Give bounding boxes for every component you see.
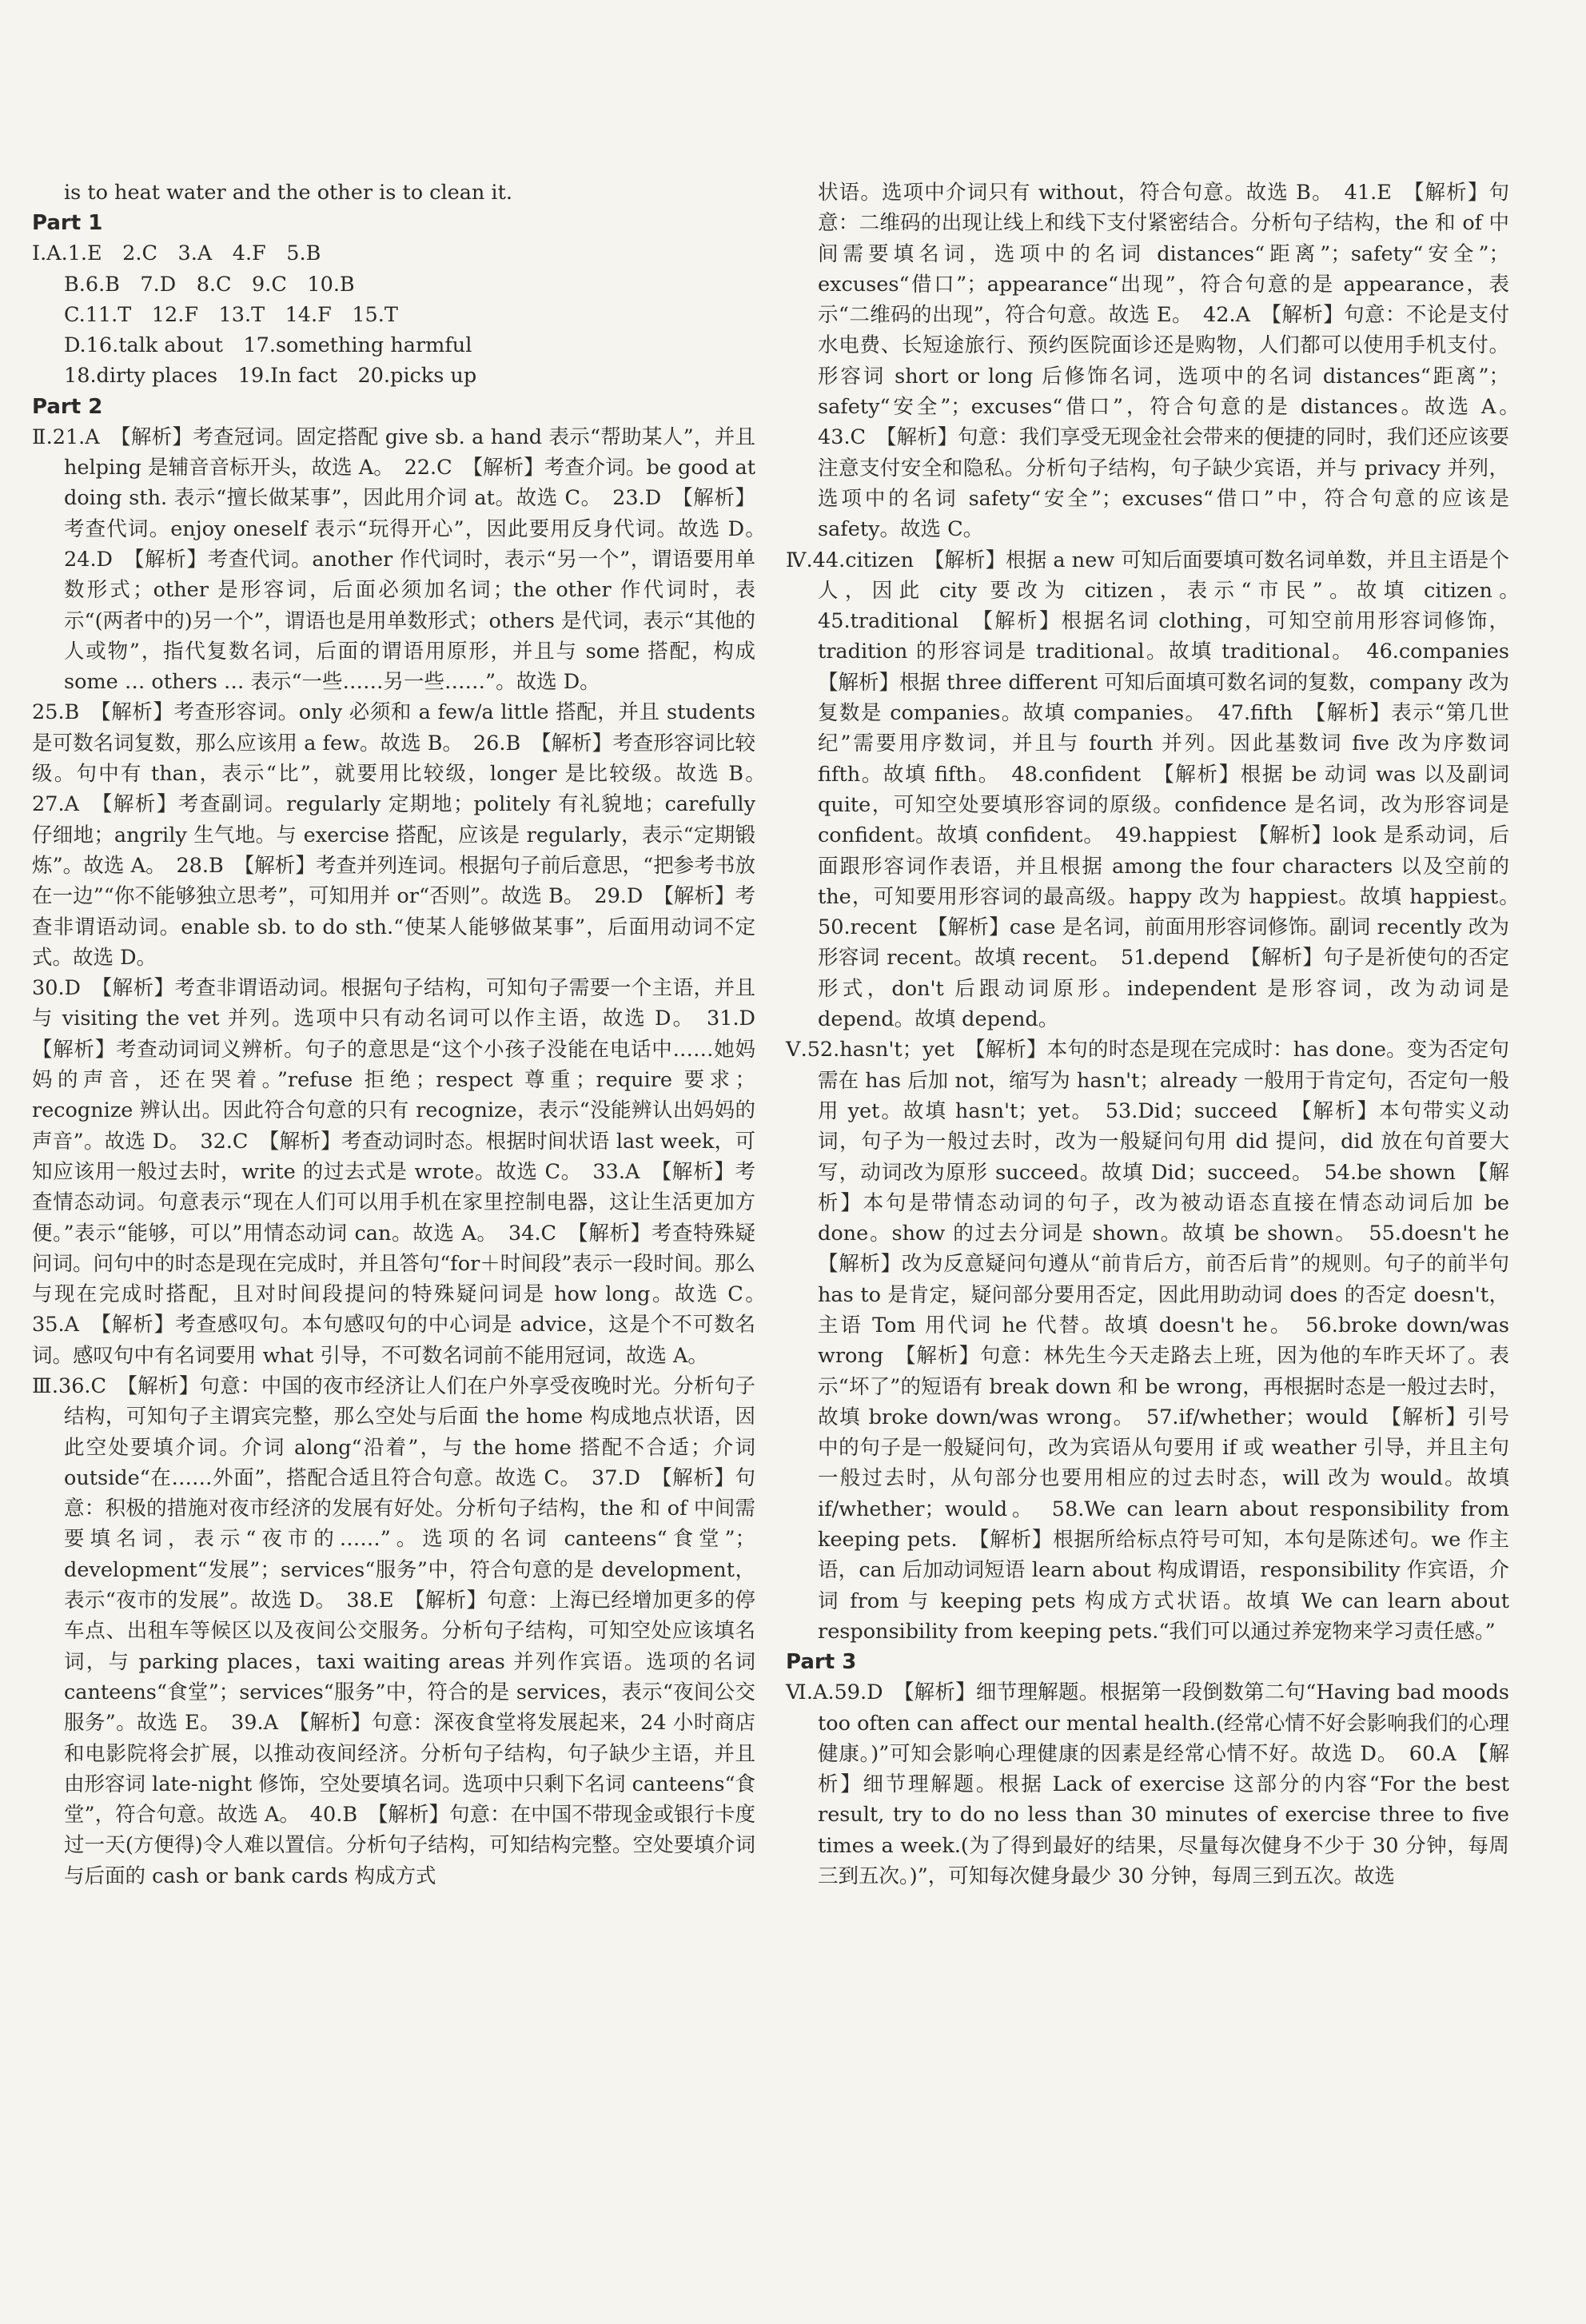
answer-paragraph: Ⅱ.21.A 【解析】考查冠词。固定搭配 give sb. a hand 表示“帮助某人”，并且 helping 是辅音音标开头，故选 A。 22.C 【解析】考查介词。be good at doing sth. 表示“擅长做某事”，因此用介词 at。故选 C。 23.D 【解析】考查代词。enjoy oneself 表示“玩得开心”，因此要用反身代词。故选 D。 24.D 【解析】考查代词。another 作代词时，表示“另一个”，谓语要用单数形式；other 是形容词，后面必须加名词；the other 作代词时，表示“(两者中的)另一个”，谓语也是用单数形式；others 是代词，表示“其他的人或物”，指代复数名词，后面的谓语用原形，并且与 some 搭配，构成 some … others … 表示“一些……另一些……”。故选 D。 [32,425,776,695]
answer-paragraph: 状语。选项中介词只有 without，符合句意。故选 B。 41.E 【解析】句意：二维码的出现让线上和线下支付紧密结合。分析句子结构，the 和 of 中间需要填名词，选项中的名词 distances“距离”；safety“安全”；excuses“借口”；appearance“出现”，符合句意的是 appearance，表示“二维码的出现”，符合句意。故选 E。 42.A 【解析】句意：不论是支付水电费、长短途旅行、预约医院面诊还是购物，人们都可以使用手机支付。形容词 short or long 后修饰名词，选项中的名词 distances“距离”；safety“安全”；excuses“借口”，符合句意的是 distances。故选 A。 43.C 【解析】句意：我们享受无现金社会带来的便捷的同时，我们还应该要注意支付安全和隐私。分析句子结构，句子缺少宾语，并与 privacy 并列，选项中的名词 safety“安全”；excuses“借口”中，符合句意的应该是 safety。故选 C。 [818,181,1530,542]
left-column [32,177,776,1891]
answer-paragraph: 25.B 【解析】考查形容词。only 必须和 a few/a little 搭配，并且 students 是可数名词复数，那么应该用 a few。故选 B。 26.B 【解析】考查形容词比较级。句中有 than，表示“比”，就要用比较级，longer 是比较级。故选 B。 27.A 【解析】考查副词。regularly 定期地；politely 有礼貌地；carefully 仔细地；angrily 生气地。与 exercise 搭配，应该是 regularly，表示“定期锻炼”。故选 A。 28.B 【解析】考查并列连词。根据句子前后意思，“把参考书放在一边”“你不能够独立思考”，可知用并 or“否则”。故选 B。 29.D 【解析】考查非谓语动词。enable sb. to do sth.“使某人能够做某事”，后面用动词不定式。故选 D。 [32,700,776,970]
right-column [786,177,1530,1891]
answer-paragraph: Ⅰ.A.1.E 2.C 3.A 4.F 5.B [32,241,321,266]
part-heading: Part 1 [32,211,103,236]
answer-paragraph: D.16.talk about 17.something harmful [64,333,472,358]
answer-paragraph: 30.D 【解析】考查非谓语动词。根据句子结构，可知句子需要一个主语，并且与 visiting the vet 并列。选项中只有动名词可以作主语，故选 D。 31.D 【解析】考查动词词义辨析。句子的意思是“这个小孩子没能在电话中……她妈妈的声音，还在哭着。”refuse 拒绝；respect 尊重；require 要求；recognize 辨认出。因此符合句意的只有 recognize，表示“没能辨认出妈妈的声音”。故选 D。 32.C 【解析】考查动词时态。根据时间状语 last week，可知应该用一般过去时，write 的过去式是 wrote。故选 C。 33.A 【解析】考查情态动词。句意表示“现在人们可以用手机在家里控制电器，这让生活更加方便。”表示“能够，可以”用情态动词 can。故选 A。 34.C 【解析】考查特殊疑问词。问句中的时态是现在完成时，并且答句“for＋时间段”表示一段时间。那么与现在完成时搭配，且对时间段提问的特殊疑问词是 how long。故选 C。 35.A 【解析】考查感叹句。本句感叹句的中心词是 advice，这是个不可数名词。感叹句中有名词要用 what 引导，不可数名词前不能用冠词，故选 A。 [32,976,776,1368]
answer-paragraph: Ⅵ.A.59.D 【解析】细节理解题。根据第一段倒数第二句“Having bad moods too often can affect our mental health.(经常心情不好会影响我们的心理健康。)”可知会影响心理健康的因素是经常心情不好。故选 D。 60.A 【解析】细节理解题。根据 Lack of exercise 这部分的内容“For the best result, try to do no less than 30 minutes of exercise three to five times a week.(为了得到最好的结果，尽量每次健身不少于 30 分钟，每周三到五次。)”，可知每次健身最少 30 分钟，每周三到五次。故选 [786,1680,1509,1889]
answer-paragraph: is to heat water and the other is to clean it. [64,181,512,205]
answer-paragraph: Ⅲ.36.C 【解析】句意：中国的夜市经济让人们在户外享受夜晚时光。分析句子结构，可知句子主谓宾完整，那么空处与后面 the home 构成地点状语，因此空处要填介词。介词 along“沿着”，与 the home 搭配不合适；介词 outside“在……外面”，搭配合适且符合句意。故选 C。 37.D 【解析】句意：积极的措施对夜市经济的发展有好处。分析句子结构，the 和 of 中间需要填名词，表示“夜市的……”。选项的名词 canteens“食堂”；development“发展”；services“服务”中，符合句意的是 development，表示“夜市的发展”。故选 D。 38.E 【解析】句意：上海已经增加更多的停车点、出租车等候区以及夜间公交服务。分析句子结构，可知空处应该填名词，与 parking places，taxi waiting areas 并列作宾语。选项的名词 canteens“食堂”；services“服务”中，符合的是 services，表示“夜间公交服务”。故选 E。 39.A 【解析】句意：深夜食堂将发展起来，24 小时商店和电影院将会扩展，以推动夜间经济。分析句子结构，句子缺少主语，并且由形容词 late-night 修饰，空处要填名词。选项中只剩下名词 canteens“食堂”，符合句意。故选 A。 40.B 【解析】句意：在中国不带现金或银行卡度过一天(方便得)令人难以置信。分析句子结构，可知结构完整。空处要填介词与后面的 cash or bank cards 构成方式 [32,1373,755,1888]
part-heading: Part 3 [786,1650,857,1675]
answer-paragraph: C.11.T 12.F 13.T 14.F 15.T [64,302,398,327]
answer-paragraph: B.6.B 7.D 8.C 9.C 10.B [64,272,355,297]
answer-paragraph: 18.dirty places 19.In fact 20.picks up [64,364,477,389]
answer-paragraph: Ⅴ.52.hasn't；yet 【解析】本句的时态是现在完成时：has done。变为否定句需在 has 后加 not，缩写为 hasn't；already 一般用于肯定句，否定句一般用 yet。故填 hasn't；yet。 53.Did；succeed 【解析】本句带实义动词，句子为一般过去时，改为一般疑问句用 did 提问，did 放在句首要大写，动词改为原形 succeed。故填 Did；succeed。 54.be shown 【解析】本句是带情态动词的句子，改为被动语态直接在情态动词后加 be done。show 的过去分词是 shown。故填 be shown。 55.doesn't he 【解析】改为反意疑问句遵从“前肯后方，前否后肯”的规则。句子的前半句 has to 是肯定，疑问部分要用否定，因此用助动词 does 的否定 doesn't，主语 Tom 用代词 he 代替。故填 doesn't he。 56.broke down/was wrong 【解析】句意：林先生今天走路去上班，因为他的车昨天坏了。表示“坏了”的短语有 break down 和 be wrong，再根据时态是一般过去时，故填 broke down/was wrong。 57.if/whether；would 【解析】引号中的句子是一般疑问句，改为宾语从句要用 if 或 weather 引导，并且主句一般过去时，从句部分也要用相应的过去时态，will 改为 would。故填 if/whether；would。 58.We can learn about responsibility from keeping pets. 【解析】根据所给标点符号可知，本句是陈述句。we 作主语，can 后加动词短语 learn about 构成谓语，responsibility 作宾语，介词 from 与 keeping pets 构成方式状语。故填 We can learn about responsibility from keeping pets.“我们可以通过养宠物来学习责任感。” [786,1038,1530,1644]
part-heading: Part 2 [32,394,103,419]
answer-paragraph: Ⅳ.44.citizen 【解析】根据 a new 可知后面要填可数名词单数，并且主语是个人，因此 city 要改为 citizen，表示“市民”。故填 citizen。 45.traditional 【解析】根据名词 clothing，可知空前用形容词修饰，tradition 的形容词是 traditional。故填 traditional。 46.companies 【解析】根据 three different 可知后面填可数名词的复数，company 改为复数是 companies。故填 companies。 47.fifth 【解析】表示“第几世纪”需要用序数词，并且与 fourth 并列。因此基数词 five 改为序数词 fifth。故填 fifth。 48.confident 【解析】根据 be 动词 was 以及副词 quite，可知空处要填形容词的原级。confidence 是名词，改为形容词是 confident。故填 confident。 49.happiest 【解析】look 是系动词，后面跟形容词作表语，并且根据 among the four characters 以及空前的 the，可知要用形容词的最高级。happy 改为 happiest。故填 happiest。 50.recent 【解析】case 是名词，前面用形容词修饰。副词 recently 改为形容词 recent。故填 recent。 51.depend 【解析】句子是祈使句的否定形式，don't 后跟动词原形。independent 是形容词，改为动词是 depend。故填 depend。 [786,548,1530,1032]
